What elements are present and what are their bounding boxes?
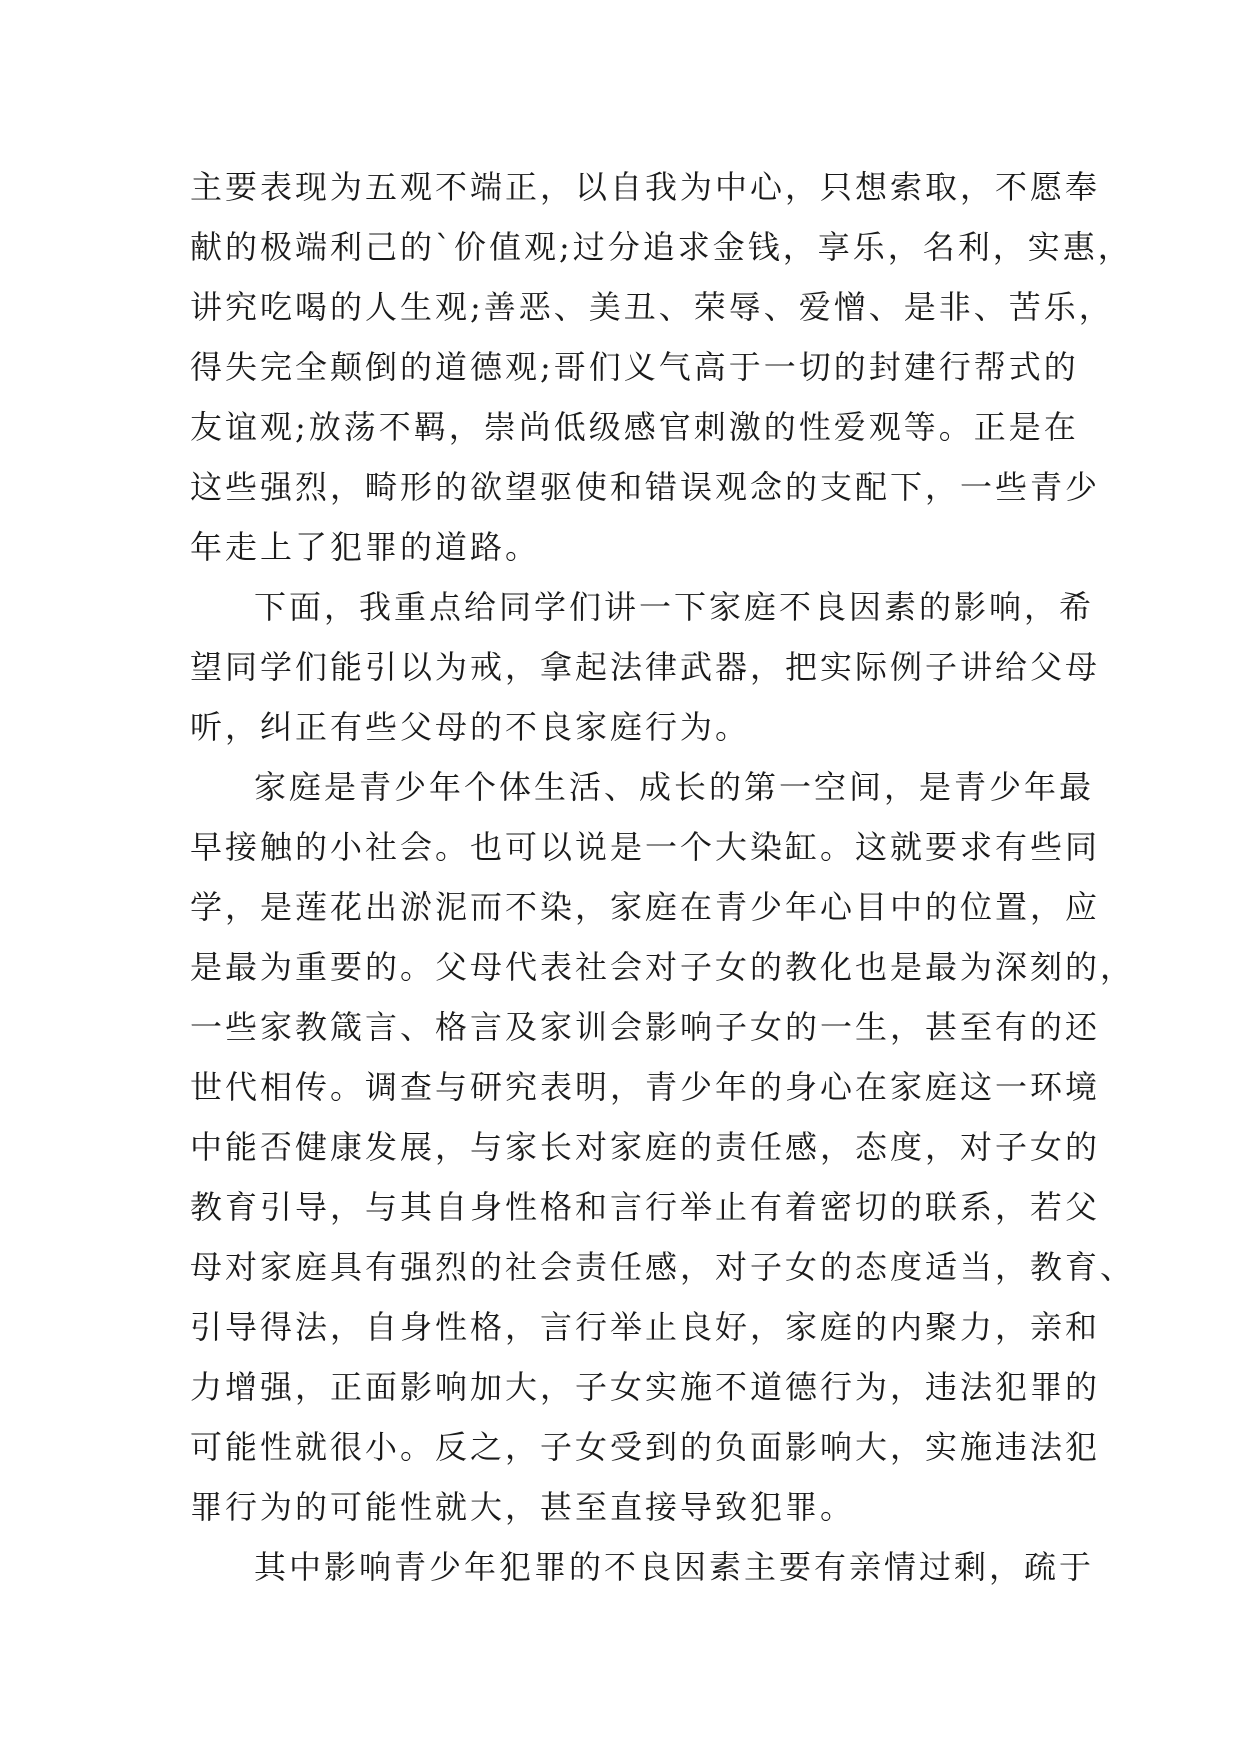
text-line: 早接触的小社会。也可以说是一个大染缸。这就要求有些同 [190,828,1101,866]
text-line: 献的极端利己的`价值观;过分追求金钱，享乐，名利，实惠， [190,228,1133,266]
text-line: 年走上了犯罪的道路。 [190,528,541,566]
text-line: 力增强，正面影响加大，子女实施不道德行为，违法犯罪的 [190,1368,1101,1406]
text-line: 中能否健康发展，与家长对家庭的责任感，态度，对子女的 [190,1128,1101,1166]
text-line: 下面，我重点给同学们讲一下家庭不良因素的影响，希 [254,588,1095,626]
text-line: 其中影响青少年犯罪的不良因素主要有亲情过剩，疏于 [254,1548,1095,1586]
text-line: 是最为重要的。父母代表社会对子女的教化也是最为深刻的， [190,948,1136,986]
document-body [190,157,1136,1597]
text-line: 一些家教箴言、格言及家训会影响子女的一生，甚至有的还 [190,1008,1101,1046]
text-line: 家庭是青少年个体生活、成长的第一空间，是青少年最 [254,768,1095,806]
text-line: 世代相传。调查与研究表明，青少年的身心在家庭这一环境 [190,1068,1101,1106]
text-line: 得失完全颠倒的道德观;哥们义气高于一切的封建行帮式的 [190,348,1079,386]
text-line: 听，纠正有些父母的不良家庭行为。 [190,708,751,746]
text-line: 主要表现为五观不端正，以自我为中心，只想索取，不愿奉 [190,168,1101,206]
text-line: 友谊观;放荡不羁，崇尚低级感官刺激的性爱观等。正是在 [190,408,1079,446]
text-line: 学，是莲花出淤泥而不染，家庭在青少年心目中的位置，应 [190,888,1101,926]
text-line: 教育引导，与其自身性格和言行举止有着密切的联系，若父 [190,1188,1101,1226]
text-line: 可能性就很小。反之，子女受到的负面影响大，实施违法犯 [190,1428,1101,1466]
text-line: 母对家庭具有强烈的社会责任感，对子女的态度适当，教育、 [190,1248,1136,1286]
text-line: 讲究吃喝的人生观;善恶、美丑、荣辱、爱憎、是非、苦乐， [190,288,1114,326]
text-line: 这些强烈，畸形的欲望驱使和错误观念的支配下，一些青少 [190,468,1101,506]
text-line: 望同学们能引以为戒，拿起法律武器，把实际例子讲给父母 [190,648,1101,686]
text-line: 罪行为的可能性就大，甚至直接导致犯罪。 [190,1488,856,1526]
text-line: 引导得法，自身性格，言行举止良好，家庭的内聚力，亲和 [190,1308,1101,1346]
